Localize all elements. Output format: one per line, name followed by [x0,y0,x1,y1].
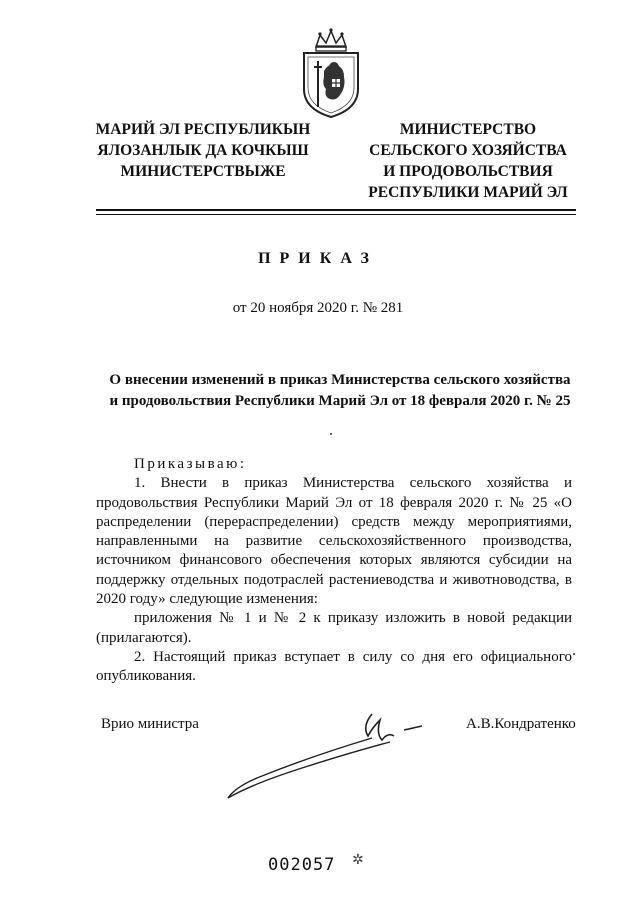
header-right-line: РЕСПУБЛИКИ МАРИЙ ЭЛ [368,184,568,201]
header-right-line: СЕЛЬСКОГО ХОЗЯЙСТВА [369,142,567,159]
ministry-name-russian [356,119,580,203]
subject-line: О внесении изменений в приказ Министерства сельского хозяйства [109,372,571,388]
ornament-icon: ✲ [352,853,364,868]
coat-of-arms-icon [296,27,366,119]
order-directive: Приказываю: [134,456,247,472]
header-right-line: МИНИСТЕРСТВО [399,121,537,138]
order-item-2: 2. Настоящий приказ вступает в силу со дня его официального опубликования. [96,648,572,685]
header-left-line: ЯЛОЗАНЛЫК ДА КОЧКЫШ [97,142,309,159]
signer-name: А.В.Кондратенко [466,716,576,732]
signer-title: Врио министра [101,716,199,732]
order-body [96,455,572,687]
document-title: ПРИКАЗ [258,250,378,267]
handwritten-signature [222,706,442,806]
header-left-line: МАРИЙ ЭЛ РЕСПУБЛИКЫН [95,121,311,138]
header-right-line: И ПРОДОВОЛЬСТВИЯ [383,163,553,180]
header-left-line: МИНИСТЕРСТВЫЖЕ [120,163,286,180]
header-divider-thick [96,209,576,211]
order-item-1: 1. Внести в приказ Министерства сельского хозяйства и продовольствия Республики Марий Эл от 18 февраля 2020 г. № 25 «О распределении (перераспределении) средств между мероприятиями, направленными на развитие сельскохозяйственного производства, источником финансового обеспечения которых являются субсидии на поддержку отдельных подотраслей растениеводства и животноводства, в 2020 году» следующие изменения: [96,475,572,608]
header-divider-thin [96,214,576,215]
order-subject [96,370,584,412]
stray-mark [330,433,332,435]
order-item-1-sub: приложения № 1 и № 2 к приказу изложить в новой редакции (прилагаются). [96,610,572,646]
order-date-number: от 20 ноября 2020 г. № 281 [232,300,404,316]
document-serial-number: 002057 [268,855,336,875]
stray-mark [573,653,575,655]
subject-line: и продовольствия Республики Марий Эл от 18 февраля 2020 г. № 25 [109,393,571,409]
ministry-name-mari [95,119,311,182]
